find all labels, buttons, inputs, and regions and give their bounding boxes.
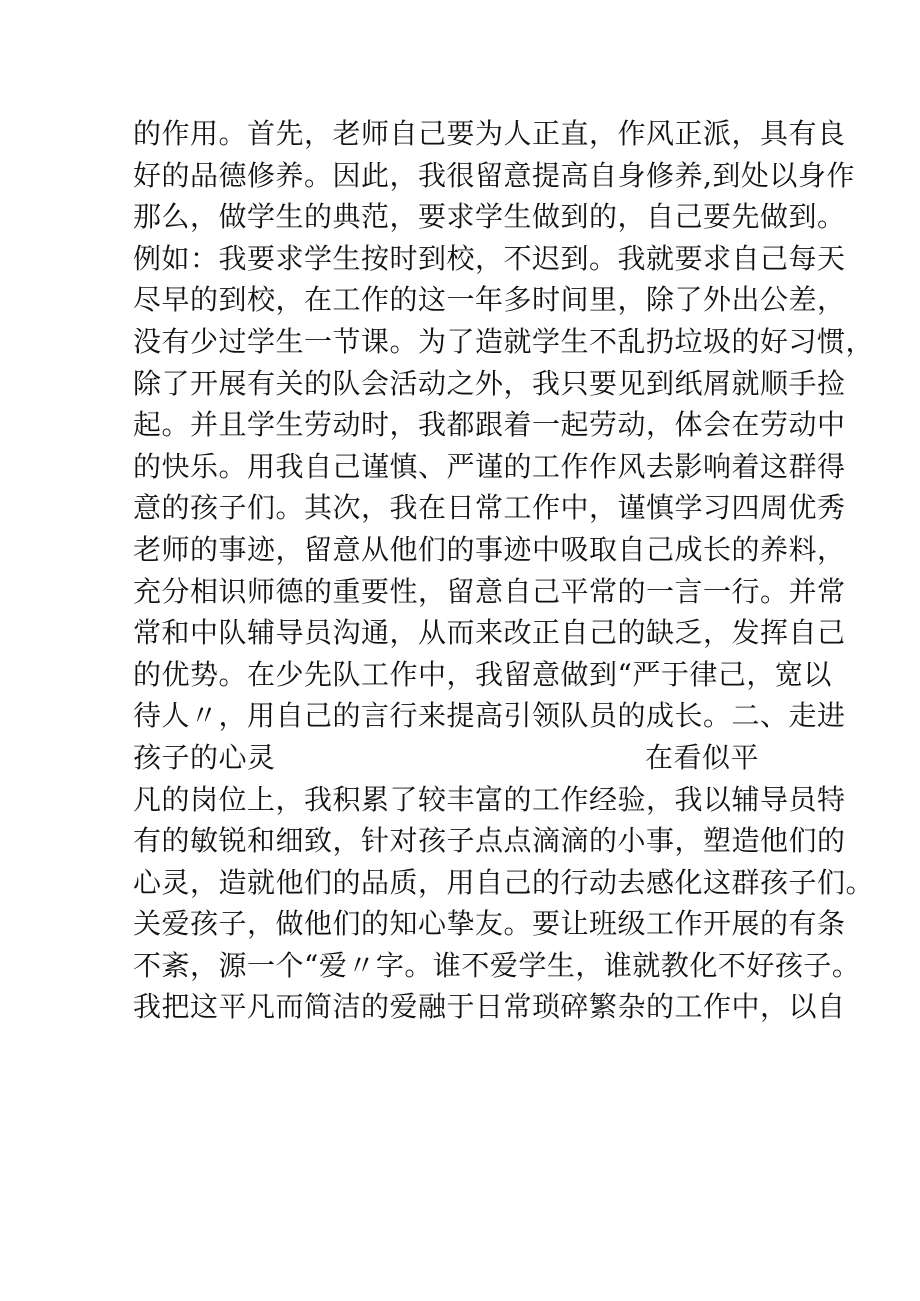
text-line-1: 的作用。首先，老师自己要为人正直，作风正派，具有良	[133, 117, 846, 150]
text-line-5: 尽早的到校，在工作的这一年多时间里，除了外出公差，	[133, 283, 846, 317]
text-line-13: 常和中队辅导员沟通，从而来改正自己的缺乏，发挥自己	[133, 616, 846, 650]
text-line-3: 那么，做学生的典范，要求学生做到的，自己要先做到。	[133, 200, 846, 234]
text-line-17: 凡的岗位上，我积累了较丰富的工作经验，我以辅导员特	[133, 782, 846, 816]
text-line-11: 老师的事迹，留意从他们的事迹中吸取自己成长的养料，	[133, 532, 846, 566]
section-heading-left: 孩子的心灵	[133, 740, 276, 774]
text-line-22: 我把这平凡而简洁的爱融于日常琐碎繁杂的工作中，以自	[133, 990, 846, 1024]
text-line-9: 的快乐。用我自己谨慎、严谨的工作作风去影响着这群得	[133, 449, 846, 483]
text-line-15: 待人〃，用自己的言行来提高引领队员的成长。二、走进	[133, 699, 846, 733]
body-text	[133, 113, 875, 1028]
text-line-12: 充分相识师德的重要性，留意自己平常的一言一行。并常	[133, 574, 846, 608]
text-line-21: 不紊，源一个“爱〃字。谁不爱学生，谁就教化不好孩子。	[133, 948, 861, 982]
text-line-2: 好的品德修养。因此，我很留意提高自身修养,到处以身作	[133, 158, 855, 192]
section-text-right: 在看似平	[645, 740, 760, 774]
text-line-19: 心灵，造就他们的品质，用自己的行动去感化这群孩子们。	[133, 865, 875, 899]
text-line-14: 的优势。在少先队工作中，我留意做到“严于律己，宽以	[133, 657, 832, 691]
text-line-7: 除了开展有关的队会活动之外，我只要见到纸屑就顺手捡	[133, 366, 846, 400]
text-line-20: 关爱孩子，做他们的知心挚友。要让班级工作开展的有条	[133, 907, 846, 941]
text-line-8: 起。并且学生劳动时，我都跟着一起劳动，体会在劳动中	[133, 408, 846, 442]
text-line-10: 意的孩子们。其次，我在日常工作中，谨慎学习四周优秀	[133, 491, 846, 525]
text-line-18: 有的敏锐和细致，针对孩子点点滴滴的小事，塑造他们的	[133, 824, 846, 858]
text-line-6: 没有少过学生一节课。为了造就学生不乱扔垃圾的好习惯，	[133, 324, 875, 358]
text-line-16	[133, 737, 813, 779]
text-line-4: 例如：我要求学生按时到校，不迟到。我就要求自己每天	[133, 241, 846, 275]
